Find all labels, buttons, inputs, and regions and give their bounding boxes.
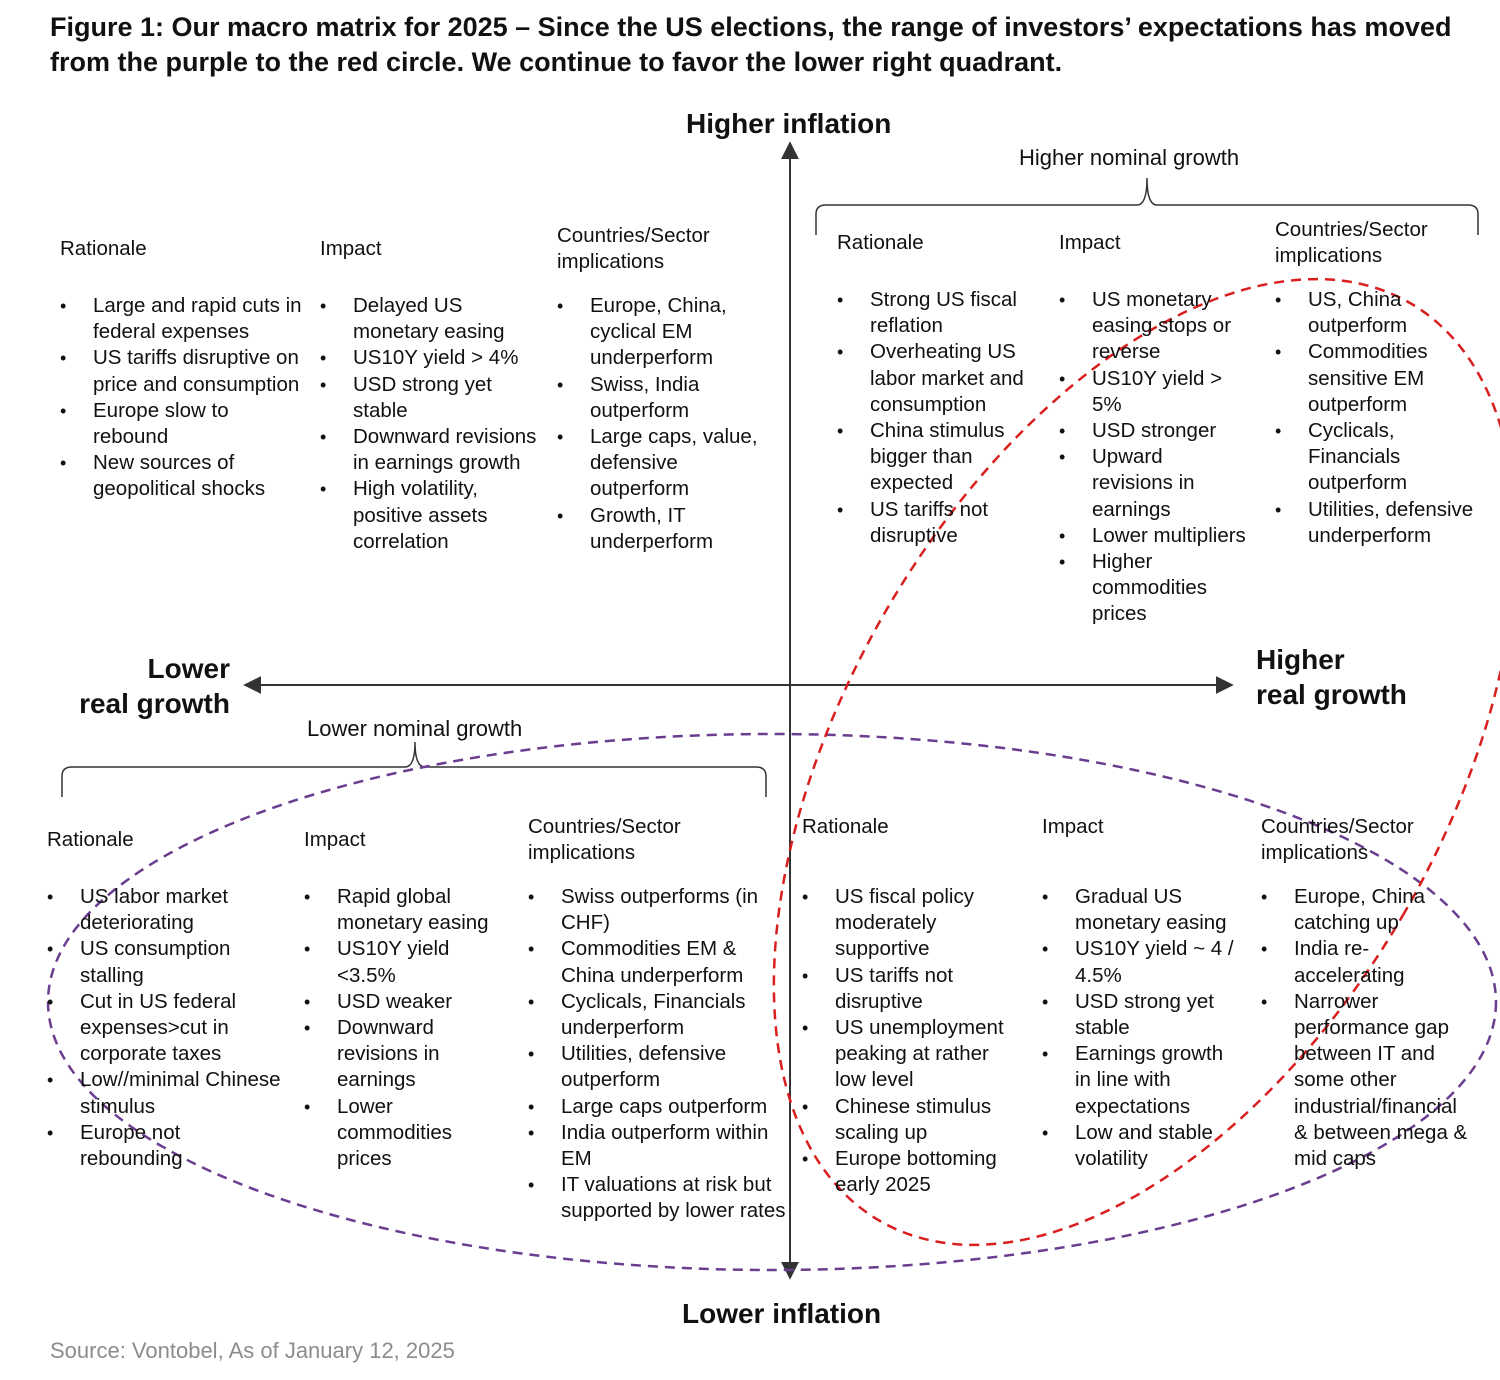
figure-title: Figure 1: Our macro matrix for 2025 – Since the US elections, the range of investors’ expectations has moved from the purple to the red circle. We continue to favor the lower right quadrant. [50,12,1452,77]
source-note: Source: Vontobel, As of January 12, 2025 [50,1338,455,1363]
bullet-item: • Downward revisions in earnings [304,1015,504,1094]
bullet-item: • New sources of geopolitical shocks [60,450,305,502]
bullet-item: • Lower commodities prices [304,1094,504,1173]
axis-label-lower-line1: Lower [147,653,230,684]
bullet-list [304,884,504,1172]
bullet-item: • USD stronger [1059,418,1249,444]
bullet-list [60,293,305,503]
column-heading: Countries/Sector implications [557,224,710,274]
bullet-item: • Upward revisions in earnings [1059,444,1249,523]
top-left-implications [557,223,782,555]
bullet-item: • Europe slow to rebound [60,398,305,450]
bullet-item: • US10Y yield > 5% [1059,366,1249,418]
bullet-list [837,287,1027,549]
bullet-item: • Low//minimal Chinese stimulus [47,1067,287,1119]
top-left-rationale [60,236,305,503]
bullet-item: • Cyclicals, Financials underperform [528,989,788,1041]
bullet-list [1275,287,1480,549]
bullet-list [320,293,545,555]
bullet-list [1261,884,1476,1172]
bullet-item: • Downward revisions in earnings growth [320,424,545,476]
bullet-item: • Cut in US federal expenses>cut in corporate taxes [47,989,287,1068]
bullet-item: • US, China outperform [1275,287,1480,339]
bullet-item: • Large caps, value, defensive outperform [557,424,782,503]
bullet-item: • Strong US fiscal reflation [837,287,1027,339]
bullet-item: • US fiscal policy moderately supportive [802,884,1012,963]
axis-label-higher-line1: Higher [1256,644,1345,675]
bottom-right-implications [1261,814,1476,1172]
bottom-left-impact [304,827,504,1172]
axis-label-higher-inflation: Higher inflation [686,108,892,139]
axis-label-lower-real-growth [60,651,230,721]
bullet-item: • US tariffs not disruptive [837,497,1027,549]
bullet-item: • Europe, China catching up [1261,884,1476,936]
axis-label-lower-line2: real growth [79,688,230,719]
bullet-item: • Lower multipliers [1059,523,1249,549]
bullet-item: • Higher commodities prices [1059,549,1249,628]
bullet-item: • Europe, China, cyclical EM underperform [557,293,782,372]
bullet-list [1059,287,1249,628]
bullet-item: • Chinese stimulus scaling up [802,1094,1012,1146]
column-heading: Impact [320,237,382,260]
bullet-item: • Cyclicals, Financials outperform [1275,418,1480,497]
bottom-right-rationale [802,814,1012,1198]
column-heading: Rationale [60,237,147,260]
bullet-item: • US tariffs disruptive on price and consumption [60,345,305,397]
column-heading: Countries/Sector implications [528,815,681,865]
bullet-item: • Swiss, India outperform [557,372,782,424]
axis-label-higher-real-growth [1256,642,1407,712]
top-right-rationale [837,230,1027,549]
column-heading: Impact [304,828,366,851]
axis-label-higher-line2: real growth [1256,679,1407,710]
bullet-item: • US10Y yield > 4% [320,345,545,371]
bullet-item: • Rapid global monetary easing [304,884,504,936]
lower-nominal-growth-bracket [62,742,766,797]
column-heading: Countries/Sector implications [1261,815,1414,865]
bullet-item: • Utilities, defensive underperform [1275,497,1480,549]
column-heading: Impact [1059,231,1121,254]
bullet-item: • India outperform within EM [528,1120,788,1172]
bullet-item: • US unemployment peaking at rather low level [802,1015,1012,1094]
top-right-impact [1059,230,1249,628]
bullet-item: • USD strong yet stable [320,372,545,424]
bullet-list [47,884,287,1172]
label-lower-nominal-growth: Lower nominal growth [307,716,523,741]
bullet-item: • Low and stable volatility [1042,1120,1242,1172]
label-higher-nominal-growth: Higher nominal growth [1019,145,1240,170]
bullet-item: • Overheating US labor market and consumption [837,339,1027,418]
bullet-item: • India re-accelerating [1261,936,1476,988]
top-right-implications [1275,217,1480,549]
bullet-list [1042,884,1242,1172]
bullet-item: • Gradual US monetary easing [1042,884,1242,936]
bullet-item: • Large and rapid cuts in federal expenses [60,293,305,345]
bullet-item: • China stimulus bigger than expected [837,418,1027,497]
bullet-item: • Large caps outperform [528,1094,788,1120]
bullet-item: • Europe bottoming early 2025 [802,1146,1012,1198]
column-heading: Rationale [802,815,889,838]
column-heading: Rationale [837,231,924,254]
bullet-list [557,293,782,555]
bottom-right-impact [1042,814,1242,1172]
bottom-left-rationale [47,827,287,1172]
bullet-item: • Swiss outperforms (in CHF) [528,884,788,936]
bullet-item: • Commodities sensitive EM outperform [1275,339,1480,418]
bullet-item: • Commodities EM & China underperform [528,936,788,988]
column-heading: Rationale [47,828,134,851]
column-heading: Impact [1042,815,1104,838]
bullet-item: • High volatility, positive assets correlation [320,476,545,555]
bullet-item: • USD weaker [304,989,504,1015]
top-left-impact [320,236,545,555]
bullet-item: • US consumption stalling [47,936,287,988]
bullet-item: • US monetary easing stops or reverse [1059,287,1249,366]
bullet-item: • US labor market deteriorating [47,884,287,936]
bullet-item: • Narrower performance gap between IT and some other industrial/financial & between mega & mid caps [1261,989,1476,1172]
bullet-item: • US tariffs not disruptive [802,963,1012,1015]
bullet-item: • US10Y yield <3.5% [304,936,504,988]
bullet-item: • Delayed US monetary easing [320,293,545,345]
bullet-item: • Earnings growth in line with expectations [1042,1041,1242,1120]
column-heading: Countries/Sector implications [1275,218,1428,268]
bullet-item: • Growth, IT underperform [557,503,782,555]
bottom-left-implications [528,814,788,1225]
bullet-item: • IT valuations at risk but supported by lower rates [528,1172,788,1224]
bullet-item: • Utilities, defensive outperform [528,1041,788,1093]
axis-label-lower-inflation: Lower inflation [682,1298,882,1329]
bullet-item: • US10Y yield ~ 4 / 4.5% [1042,936,1242,988]
bullet-list [802,884,1012,1198]
bullet-item: • Europe not rebounding [47,1120,287,1172]
bullet-list [528,884,788,1225]
bullet-item: • USD strong yet stable [1042,989,1242,1041]
